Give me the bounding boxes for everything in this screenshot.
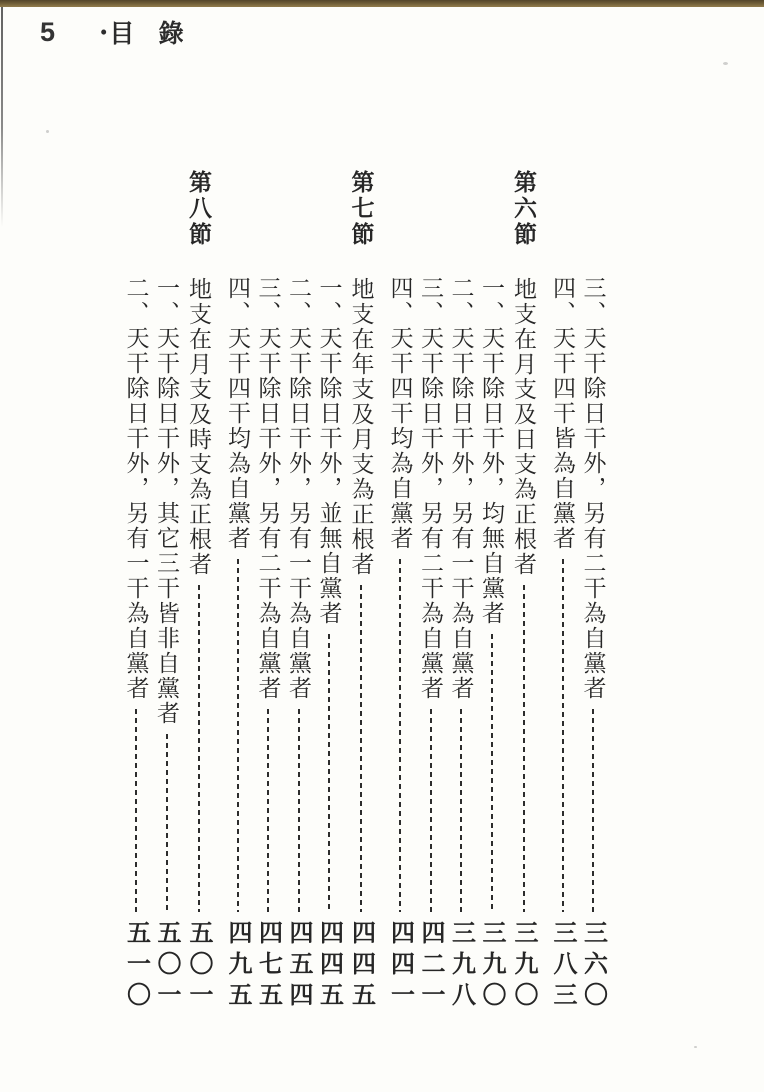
toc-entry-page-number: 五〇一 xyxy=(153,920,179,1013)
toc-entry-title: 四、天干四干皆為自黨者 xyxy=(550,276,575,551)
dotted-leader xyxy=(562,559,564,912)
page-title: 目 錄 xyxy=(109,21,193,48)
scan-edge-line xyxy=(1,7,3,227)
toc-entry-title: 三、天干除日干外，另有二干為自黨者 xyxy=(580,276,606,701)
dotted-leader xyxy=(523,585,525,912)
dotted-leader xyxy=(267,709,269,912)
toc-item-entry xyxy=(123,170,150,1013)
dotted-leader xyxy=(430,709,432,912)
toc-entry-page-number: 三八三 xyxy=(549,920,575,1013)
toc-entry-title: 一、天干除日干外，均無自黨者 xyxy=(479,276,504,626)
scan-noise-speck xyxy=(723,62,728,65)
toc-section-entry xyxy=(185,170,212,1013)
toc-entry-page-number: 四七五 xyxy=(254,920,281,1013)
dotted-leader xyxy=(237,559,239,912)
toc-item-entry xyxy=(316,170,343,1013)
toc-item-entry xyxy=(285,170,312,1013)
toc-entry-page-number: 四四五 xyxy=(347,920,374,1013)
toc-entry-title: 二、天干除日干外，另有一干為自黨者 xyxy=(123,276,149,701)
page-top-border xyxy=(0,0,764,7)
toc-item-entry xyxy=(387,170,414,1013)
dotted-leader xyxy=(491,634,493,912)
toc-entry-page-number: 四五四 xyxy=(285,920,311,1013)
toc-entry-title: 一、天干除日干外，其它三干皆非自黨者 xyxy=(154,276,179,726)
toc-section-entry xyxy=(510,170,537,1013)
toc-item-entry xyxy=(478,170,505,1013)
toc-entry-page-number: 三六〇 xyxy=(579,920,606,1013)
bullet-separator: • xyxy=(100,19,108,44)
toc-entry-page-number: 四二一 xyxy=(417,920,443,1013)
toc-entry-title: 一、天干除日干外，並無自黨者 xyxy=(316,276,342,626)
toc xyxy=(119,170,610,1013)
toc-entry-page-number: 四四五 xyxy=(315,920,342,1013)
toc-entry-title: 三、天干除日干外，另有二干為自黨者 xyxy=(418,276,443,701)
toc-entry-page-number: 四九五 xyxy=(224,920,250,1013)
toc-section-label: 第六節 xyxy=(511,170,536,248)
dotted-leader xyxy=(399,559,401,912)
dotted-leader xyxy=(198,585,200,912)
dotted-leader xyxy=(135,709,137,912)
toc-item-entry xyxy=(549,170,576,1013)
toc-entry-title: 地支在月支及時支為正根者 xyxy=(186,277,211,577)
toc-item-entry xyxy=(153,170,180,1013)
toc-item-entry xyxy=(580,170,607,1013)
dotted-leader xyxy=(328,634,330,912)
dotted-leader xyxy=(360,585,362,912)
toc-entry-title: 四、天干四干均為自黨者 xyxy=(387,276,413,551)
toc-entry-title: 地支在年支及月支為正根者 xyxy=(348,277,374,577)
dotted-leader xyxy=(592,709,594,912)
toc-entry-page-number: 四四一 xyxy=(386,920,413,1013)
toc-entry-page-number: 三九〇 xyxy=(510,920,536,1013)
toc-entry-title: 四、天干四干均為自黨者 xyxy=(225,276,250,551)
dotted-leader xyxy=(298,709,300,912)
dotted-leader xyxy=(460,709,462,912)
toc-item-entry xyxy=(224,170,251,1013)
page-number: 5 xyxy=(40,16,57,47)
dotted-leader xyxy=(166,734,168,912)
page-header xyxy=(40,14,193,50)
toc-section-label: 第八節 xyxy=(186,170,211,248)
toc-entry-page-number: 五〇一 xyxy=(185,920,211,1013)
toc-entry-page-number: 五一〇 xyxy=(122,920,149,1013)
toc-entry-title: 地支在月支及日支為正根者 xyxy=(511,277,536,577)
toc-entry-title: 二、天干除日干外，另有一干為自黨者 xyxy=(286,276,311,701)
toc-entry-page-number: 三九〇 xyxy=(478,920,504,1013)
toc-entry-title: 三、天干除日干外，另有二干為自黨者 xyxy=(255,276,281,701)
toc-section-entry xyxy=(348,170,375,1013)
toc-item-entry xyxy=(417,170,444,1013)
toc-item-entry xyxy=(255,170,282,1013)
toc-entry-page-number: 三九八 xyxy=(447,920,474,1013)
scan-noise-speck xyxy=(694,1046,697,1048)
toc-entry-title: 二、天干除日干外，另有一干為自黨者 xyxy=(448,276,474,701)
scan-noise-speck xyxy=(46,130,49,133)
toc-section-label: 第七節 xyxy=(348,170,374,248)
toc-item-entry xyxy=(448,170,475,1013)
